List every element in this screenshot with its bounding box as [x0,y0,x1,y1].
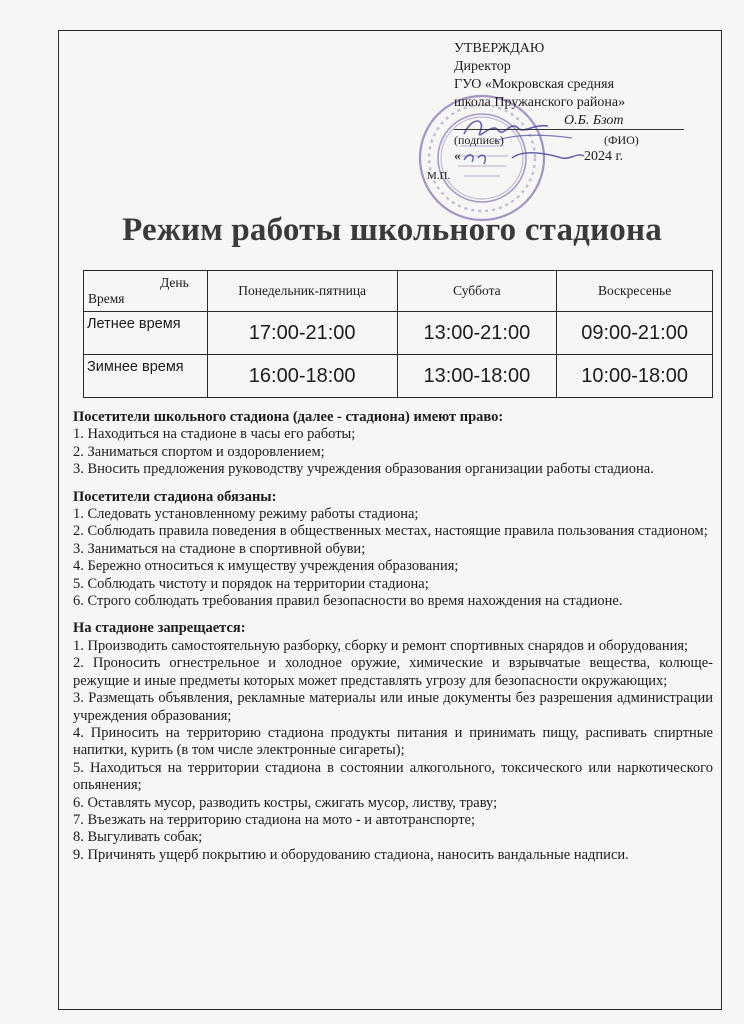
list-item: 6. Строго соблюдать требования правил безопасности во время нахождения на стадионе. [73,593,623,610]
column-header: Воскресенье [557,271,713,312]
list-item: 1. Производить самостоятельную разборку, сборку и ремонт спортивных снарядов и оборудования; [73,637,689,654]
list-item: 2. Соблюдать правила поведения в общественных местах, настоящие правила пользования стадионом; [73,523,708,540]
signature-hints [454,130,714,148]
list-item: 1. Следовать установленному режиму работы стадиона; [73,506,419,523]
approval-date [454,148,714,166]
list-item: 6. Оставлять мусор, разводить костры, сжигать мусор, листву, траву; [73,794,498,811]
list-item: 5. Находиться на территории стадиона в состоянии алкогольного, токсического или наркотического опьянения; [73,759,713,794]
rules-text [73,409,713,864]
list-item: 4. Бережно относиться к имуществу учреждения образования; [73,558,459,575]
signature-hint: (подпись) [454,133,504,147]
duties-heading: Посетители стадиона обязаны: [73,488,277,505]
date-year: 2024 г. [584,149,624,164]
seal-mark: М.П. [427,170,451,182]
date-quote: « [454,149,461,164]
list-item: 7. Въезжать на территорию стадиона на мото - и автотранспорте; [73,811,476,828]
approval-block [454,40,714,166]
name-hint: (ФИО) [604,133,639,147]
approval-organization-1: ГУО «Мокровская средняя [454,77,615,92]
time-cell: 13:00-18:00 [397,355,557,398]
time-cell: 10:00-18:00 [557,355,713,398]
time-cell: 17:00-21:00 [207,312,397,355]
row-label: Летнее время [84,312,208,355]
time-cell: 13:00-21:00 [397,312,557,355]
page-title: Режим работы школьного стадиона [122,212,662,248]
signer-name: О.Б. Бзот [564,113,624,128]
list-item: 3. Заниматься на стадионе в спортивной обуви; [73,540,366,557]
approval-organization-2: школа Пружанского района» [454,95,626,110]
list-item: 4. Приносить на территорию стадиона продукты питания и принимать пищу, распивать спиртные напитки, курить (в том числе электронные сигареты); [73,724,713,759]
prohibited-heading: На стадионе запрещается: [73,620,246,637]
column-header: Суббота [397,271,557,312]
table-header-row [84,271,713,312]
row-label: Зимнее время [84,355,208,398]
column-header: Понедельник-пятница [207,271,397,312]
list-item: 3. Размещать объявления, рекламные материалы или иные документы без разрешения администрации учреждения образования; [73,690,713,724]
corner-day-label: День [160,275,189,290]
list-item: 9. Причинять ущерб покрытию и оборудованию стадиона, наносить вандальные надписи. [73,846,629,863]
list-item: 2. Заниматься спортом и оздоровлением; [73,443,325,460]
time-cell: 16:00-18:00 [207,355,397,398]
approval-position: Директор [454,59,511,74]
list-item: 2. Проносить огнестрельное и холодное оружие, химические и взрывчатые вещества, колюще- режущие и иные предметы которых может представлять угрозу для безопасности окружающих; [73,655,713,689]
signature-line [454,112,714,130]
table-row [84,312,713,355]
list-item: 1. Находиться на стадионе в часы его работы; [73,426,356,443]
schedule-table [83,270,713,398]
table-corner-cell [84,271,208,312]
list-item: 8. Выгуливать собак; [73,829,203,846]
table-row [84,355,713,398]
approval-heading: УТВЕРЖДАЮ [454,41,545,56]
corner-time-label: Время [88,291,125,306]
rights-heading: Посетители школьного стадиона (далее - стадиона) имеют право: [73,409,504,425]
time-cell: 09:00-21:00 [557,312,713,355]
list-item: 3. Вносить предложения руководству учреждения образования организации работы стадиона. [73,461,654,478]
list-item: 5. Соблюдать чистоту и порядок на территории стадиона; [73,575,429,592]
